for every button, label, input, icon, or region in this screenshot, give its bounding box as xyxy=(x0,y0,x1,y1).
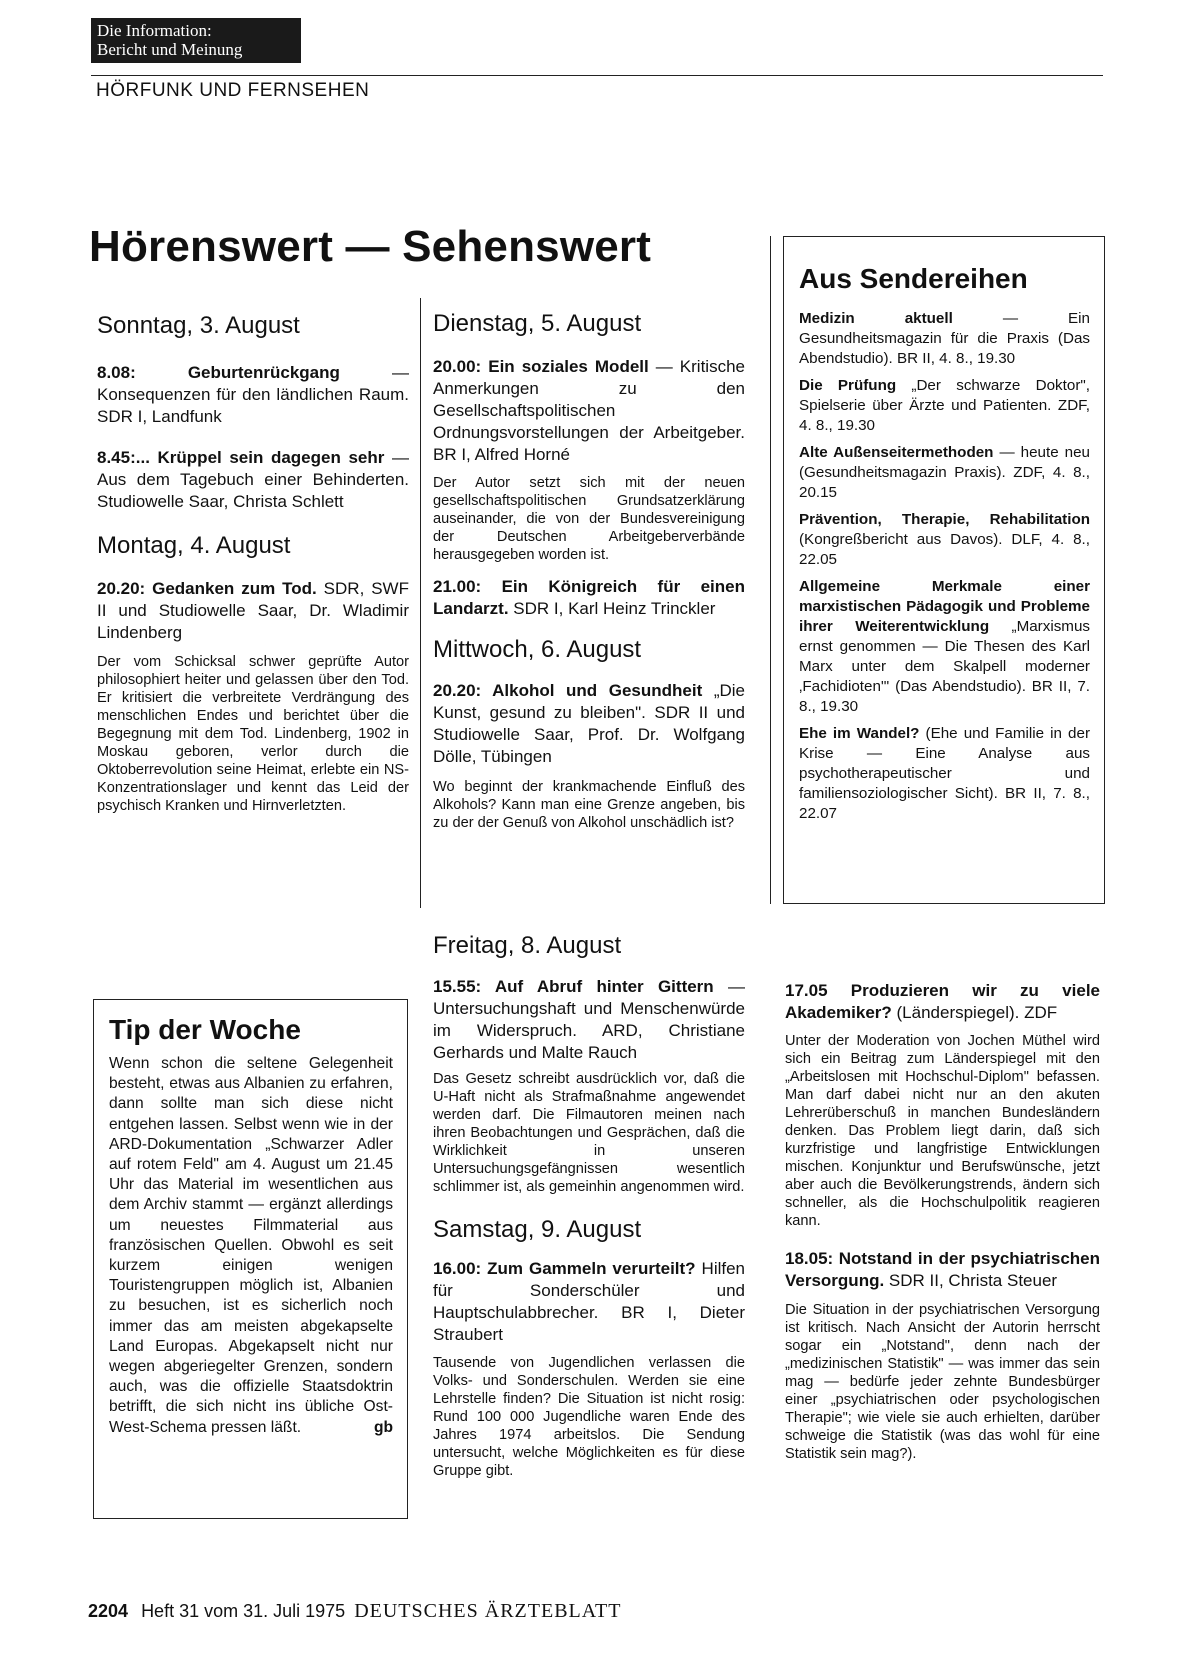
program-item xyxy=(97,578,409,644)
tip-title: Tip der Woche xyxy=(109,1014,301,1045)
program-item xyxy=(433,680,745,768)
program-item xyxy=(433,576,745,620)
page-number: 2204 xyxy=(88,1601,129,1621)
series-entry xyxy=(799,443,1090,503)
program-title: 15.55: Auf Abruf hinter Gittern xyxy=(433,977,714,996)
program-title: 21.00: Ein Königreich für einen Landarzt. xyxy=(433,577,745,618)
column-2 xyxy=(433,310,745,832)
program-description: Das Gesetz schreibt ausdrücklich vor, daß die U-Haft nicht als Strafmaßnahme angewendet werden darf. Die Filmautoren meinen nach ihren Beobachtungen und Gesprächen, daß die Wirklichkeit in unseren Untersuchungsgefängnissen wesentlich schlimmer ist, als gemeinhin angenommen wird. xyxy=(433,1071,745,1195)
department-badge xyxy=(91,18,301,63)
series-info: „Der schwarze Doktor", Spielserie über Ärzte und Patienten. ZDF, 4. 8., 19.30 xyxy=(799,377,1090,434)
header-rule xyxy=(91,75,1103,76)
program-info: — Kritische Anmerkungen zu den Gesellschaftspolitischen Ordnungsvorstellungen der Arbeitgeber. BR I, Alfred Horné xyxy=(433,357,745,464)
series-title: Prävention, Therapie, Rehabilitation xyxy=(799,511,1090,528)
magazine-name: DEUTSCHES ÄRZTEBLATT xyxy=(354,1600,622,1622)
day-heading-monday: Montag, 4. August xyxy=(97,532,291,559)
program-title: 16.00: Zum Gammeln verurteilt? xyxy=(433,1259,696,1278)
program-title: 20.20: Gedanken zum Tod. xyxy=(97,579,317,598)
program-info: — Aus dem Tagebuch einer Behinderten. Studiowelle Saar, Christa Schlett xyxy=(97,448,409,511)
program-info: — Untersuchungshaft und Menschenwürde im Widerspruch. ARD, Christiane Gerhards und Malte Rauch xyxy=(433,977,745,1062)
sendereihen-box xyxy=(783,236,1105,904)
tip-text xyxy=(109,1054,393,1438)
program-item xyxy=(97,447,409,513)
program-description: Die Situation in der psychiatrischen Versorgung ist kritisch. Nach Ansicht der Autorin herrscht sogar ein „Notstand", denn nach der „medizinischen Statistik" — was immer das sein mag — bedürfe jeder zehnte Bundesbürger einer „psychiatrischen oder psychologischen Therapie"; wie viele sie auch erhielten, darüber schweige die Statistik (was das wohl für eine Statistik sein mag?). xyxy=(785,1302,1100,1462)
program-item xyxy=(433,976,745,1064)
tip-signature: gb xyxy=(373,1418,393,1436)
program-info: (Länderspiegel). ZDF xyxy=(891,1003,1058,1022)
program-info: „Die Kunst, gesund zu bleiben". SDR II und Studiowelle Saar, Prof. Dr. Wolfgang Dölle, Tübingen xyxy=(433,681,745,766)
page-footer xyxy=(88,1600,621,1623)
column-1 xyxy=(97,312,409,815)
program-info: SDR I, Karl Heinz Trinckler xyxy=(508,599,716,618)
program-item xyxy=(785,980,1100,1024)
program-description: Der Autor setzt sich mit der neuen gesellschaftspolitischen Grundsatzerklärung auseinander, die von der Bundesvereinigung der Deutschen Arbeitgeberverbände herausgegeben worden ist. xyxy=(433,475,745,563)
series-entry xyxy=(799,309,1090,369)
series-info: (Ehe und Familie in der Krise — Eine Analyse aus psychotherapeutischer und familiensoziologischer Sicht). BR II, 7. 8., 22.07 xyxy=(799,725,1091,822)
series-info: (Kongreßbericht aus Davos). DLF, 4. 8., 22.05 xyxy=(799,531,1090,568)
program-title: 18.05: Notstand in der psychiatrischen Versorgung. xyxy=(785,1249,1100,1290)
series-entry xyxy=(799,376,1090,436)
program-info: — Konsequenzen für den ländlichen Raum. SDR I, Landfunk xyxy=(97,363,409,426)
series-entry xyxy=(799,724,1090,824)
badge-line-2: Bericht und Meinung xyxy=(97,40,243,59)
series-info: „Marxismus ernst genommen — Die Thesen des Karl Marx unter dem Skalpell moderner ‚Fachidioten'" (Das Abendstudio). BR II, 7. 8., 19.30 xyxy=(799,618,1090,715)
program-info: Hilfen für Sonderschüler und Hauptschulabbrecher. BR I, Dieter Straubert xyxy=(433,1259,745,1344)
tip-body: Wenn schon die seltene Gelegenheit besteht, etwas aus Albanien zu erfahren, dann sollte man sich diese nicht entgehen lassen. Selbst wenn wie in der ARD-Dokumentation „Schwarzer Adler auf rotem Feld" am 4. August um 21.45 Uhr das Material im wesentlichen aus dem Archiv stammt — ergänzt allerdings um neuestes Filmmaterial aus französischen Quellen. Obwohl es seit kurzem einigen wenigen Touristengruppen möglich ist, Albanien zu besuchen, ist es sicherlich noch immer das am meisten abgekapselte Land Europas. Abgekapselt nicht nur wegen abgeriegelter Grenzen, sondern auch, was die offizielle Staatsdoktrin betrifft, die sich nicht ins übliche Ost-West-Schema pressen läßt. xyxy=(109,1055,393,1436)
program-title: 20.20: Alkohol und Gesundheit xyxy=(433,681,703,700)
box-divider xyxy=(770,236,771,904)
program-description: Der vom Schicksal schwer geprüfte Autor philosophiert heiter und gelassen über den Tod. Er kritisiert die verbreitete Verdrängung des menschlichen Endes und berichtet über die Begegnung mit dem Tod. Lindenberg, 1902 in Moskau geboren, verlor durch die Oktoberrevolution seine Heimat, erlebte ein NS-Konzentrationslager und kennt das Leid der psychisch Kranken und Hirnverletzten. xyxy=(97,654,409,814)
series-info: — heute neu (Gesundheitsmagazin Praxis). ZDF, 4. 8., 20.15 xyxy=(799,444,1090,501)
program-description: Unter der Moderation von Jochen Müthel wird sich ein Beitrag zum Länderspiegel mit den „Arbeitslosen mit Hochschul-Diplom" befassen. Man darf dabei nicht nur an den akuten Lehrerüberschuß in manchen Bundesländern denken. Das Problem liegt darin, daß sich kurzfristige und langfristige Entwicklungen mischen. Konjunktur und Berufswünsche, jetzt aber auch die Bevölkerungstrends, ändern sich schneller, als die Hochschulpolitik reagieren kann. xyxy=(785,1033,1100,1229)
sendereihen-title: Aus Sendereihen xyxy=(799,263,1028,294)
column-2-lower xyxy=(433,932,745,1480)
day-heading-wednesday: Mittwoch, 6. August xyxy=(433,636,642,663)
series-title: Medizin aktuell xyxy=(799,310,953,327)
column-divider xyxy=(420,298,421,908)
series-entry xyxy=(799,510,1090,570)
program-item xyxy=(433,1258,745,1346)
program-title: 20.00: Ein soziales Modell xyxy=(433,357,649,376)
series-entry xyxy=(799,577,1090,717)
program-info: SDR, SWF II und Studiowelle Saar, Dr. Wladimir Lindenberg xyxy=(97,579,409,642)
series-title: Ehe im Wandel? xyxy=(799,725,920,742)
page-title: Hörenswert — Sehenswert xyxy=(89,222,652,271)
badge-line-1: Die Information: xyxy=(97,21,212,40)
program-title: 17.05 Produzieren wir zu viele Akademiker? xyxy=(785,981,1100,1022)
column-3 xyxy=(785,980,1100,1463)
program-description: Wo beginnt der krankmachende Einfluß des Alkohols? Kann man eine Grenze angeben, bis zu der der Genuß von Alkohol unschädlich ist? xyxy=(433,779,745,831)
day-heading-sunday: Sonntag, 3. August xyxy=(97,312,300,339)
day-heading-saturday: Samstag, 9. August xyxy=(433,1216,642,1243)
program-title: 8.08: Geburtenrückgang xyxy=(97,363,340,382)
day-heading-friday: Freitag, 8. August xyxy=(433,932,622,959)
program-item xyxy=(785,1248,1100,1292)
series-info: — Ein Gesundheitsmagazin für die Praxis (Das Abendstudio). BR II, 4. 8., 19.30 xyxy=(799,310,1090,367)
program-item xyxy=(97,362,409,428)
day-heading-tuesday: Dienstag, 5. August xyxy=(433,310,642,337)
program-info: SDR II, Christa Steuer xyxy=(884,1271,1058,1290)
tip-box xyxy=(93,999,408,1519)
program-title: 8.45:... Krüppel sein dagegen sehr xyxy=(97,448,385,467)
series-title: Die Prüfung xyxy=(799,377,897,394)
series-title: Allgemeine Merkmale einer marxistischen Pädagogik und Probleme ihrer Weiterentwicklung xyxy=(799,578,1090,635)
issue-info: Heft 31 vom 31. Juli 1975 xyxy=(141,1601,346,1621)
series-title: Alte Außenseitermethoden xyxy=(799,444,994,461)
program-item xyxy=(433,356,745,466)
section-title: HÖRFUNK UND FERNSEHEN xyxy=(96,80,370,101)
program-description: Tausende von Jugendlichen verlassen die Volks- und Sonderschulen. Werden sie eine Lehrstelle finden? Die Situation ist nicht rosig: Rund 100 000 Jugendliche waren Ende des Jahres 1974 arbeitslos. Die Sendung untersucht, welche Möglichkeiten es für diese Gruppe gibt. xyxy=(433,1355,745,1479)
